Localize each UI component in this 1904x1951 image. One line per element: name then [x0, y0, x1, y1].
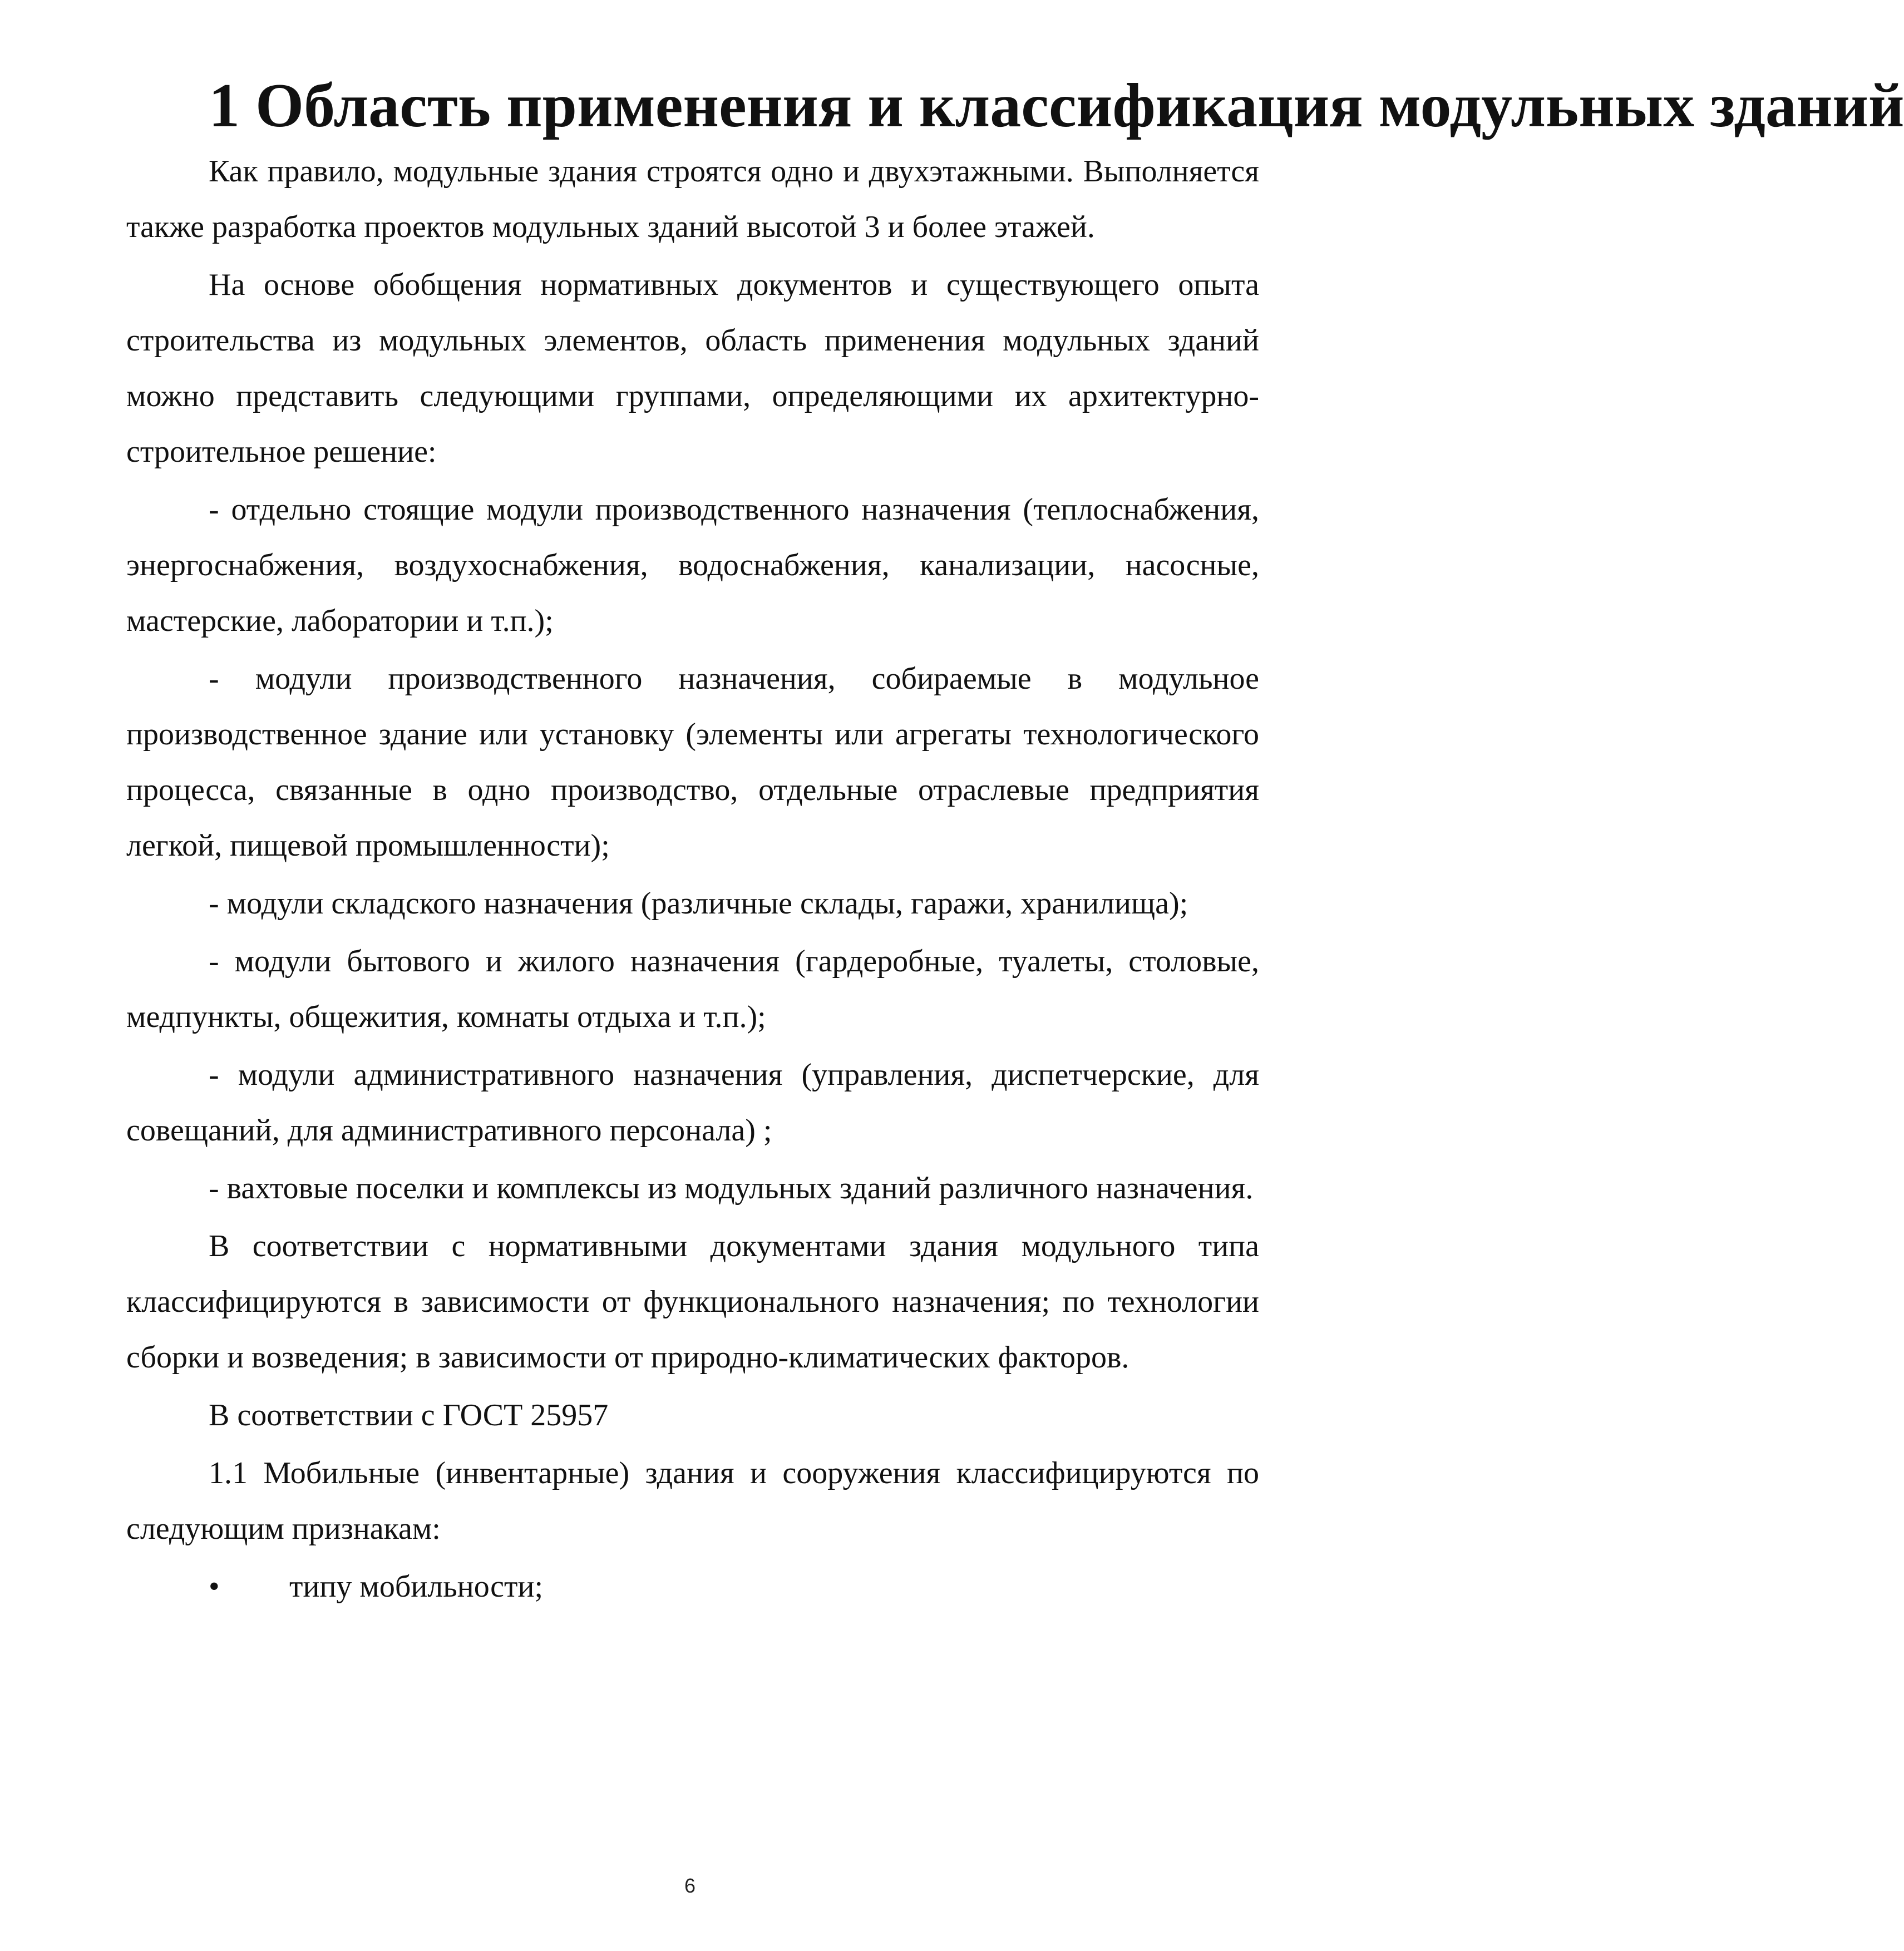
- list-item-administrative: - модули административного назначения (управления, диспетчерские, для совещаний, для административного персонала) ;: [126, 1058, 1259, 1148]
- list-item-storage: - модули складского назначения (различные склады, гаражи, хранилища);: [209, 886, 1188, 921]
- list-item-production-assembled: - модули производственного назначения, собираемые в модульное производственное здание или установку (элементы или агрегаты технологического процесса, связанные в одно производство, отдельные отраслевые предприятия легкой, пищевой промышленности);: [126, 661, 1259, 863]
- paragraph-classification: В соответствии с нормативными документами здания модульного типа классифицируются в зависимости от функционального назначения; по технологии сборки и возведения; в зависимости от природно-климатических факторов.: [126, 1229, 1259, 1375]
- bullet-list-item: [126, 1559, 1259, 1614]
- list-item-household: - модули бытового и жилого назначения (гардеробные, туалеты, столовые, медпункты, общежития, комнаты отдыха и т.п.);: [126, 944, 1259, 1034]
- list-item-production-standalone: - отдельно стоящие модули производственного назначения (теплоснабжения, энергоснабжения, воздухоснабжения, водоснабжения, канализации, насосные, мастерские, лаборатории и т.п.);: [126, 492, 1259, 638]
- bullet-icon: •: [209, 1569, 220, 1604]
- list-item-shift-camps: - вахтовые поселки и комплексы из модульных зданий различного назначения.: [209, 1171, 1254, 1206]
- bullet-text: типу мобильности;: [289, 1569, 544, 1604]
- paragraph-groups-intro: На основе обобщения нормативных документов и существующего опыта строительства из модульных элементов, область применения модульных зданий можно представить следующими группами, определяющими их архитектурно-строительное решение:: [126, 268, 1259, 469]
- paragraph-clause-1-1: 1.1 Мобильные (инвентарные) здания и сооружения классифицируются по следующим признакам:: [126, 1456, 1259, 1546]
- page-content: [126, 71, 1904, 1614]
- page-number: 6: [684, 1874, 696, 1897]
- section-heading: 1 Область применения и классификация модульных зданий: [209, 71, 1904, 140]
- paragraph-gost-reference: В соответствии с ГОСТ 25957: [209, 1398, 609, 1433]
- paragraph-intro: Как правило, модульные здания строятся одно и двухэтажными. Выполняется также разработка проектов модульных зданий высотой 3 и более этажей.: [126, 154, 1259, 244]
